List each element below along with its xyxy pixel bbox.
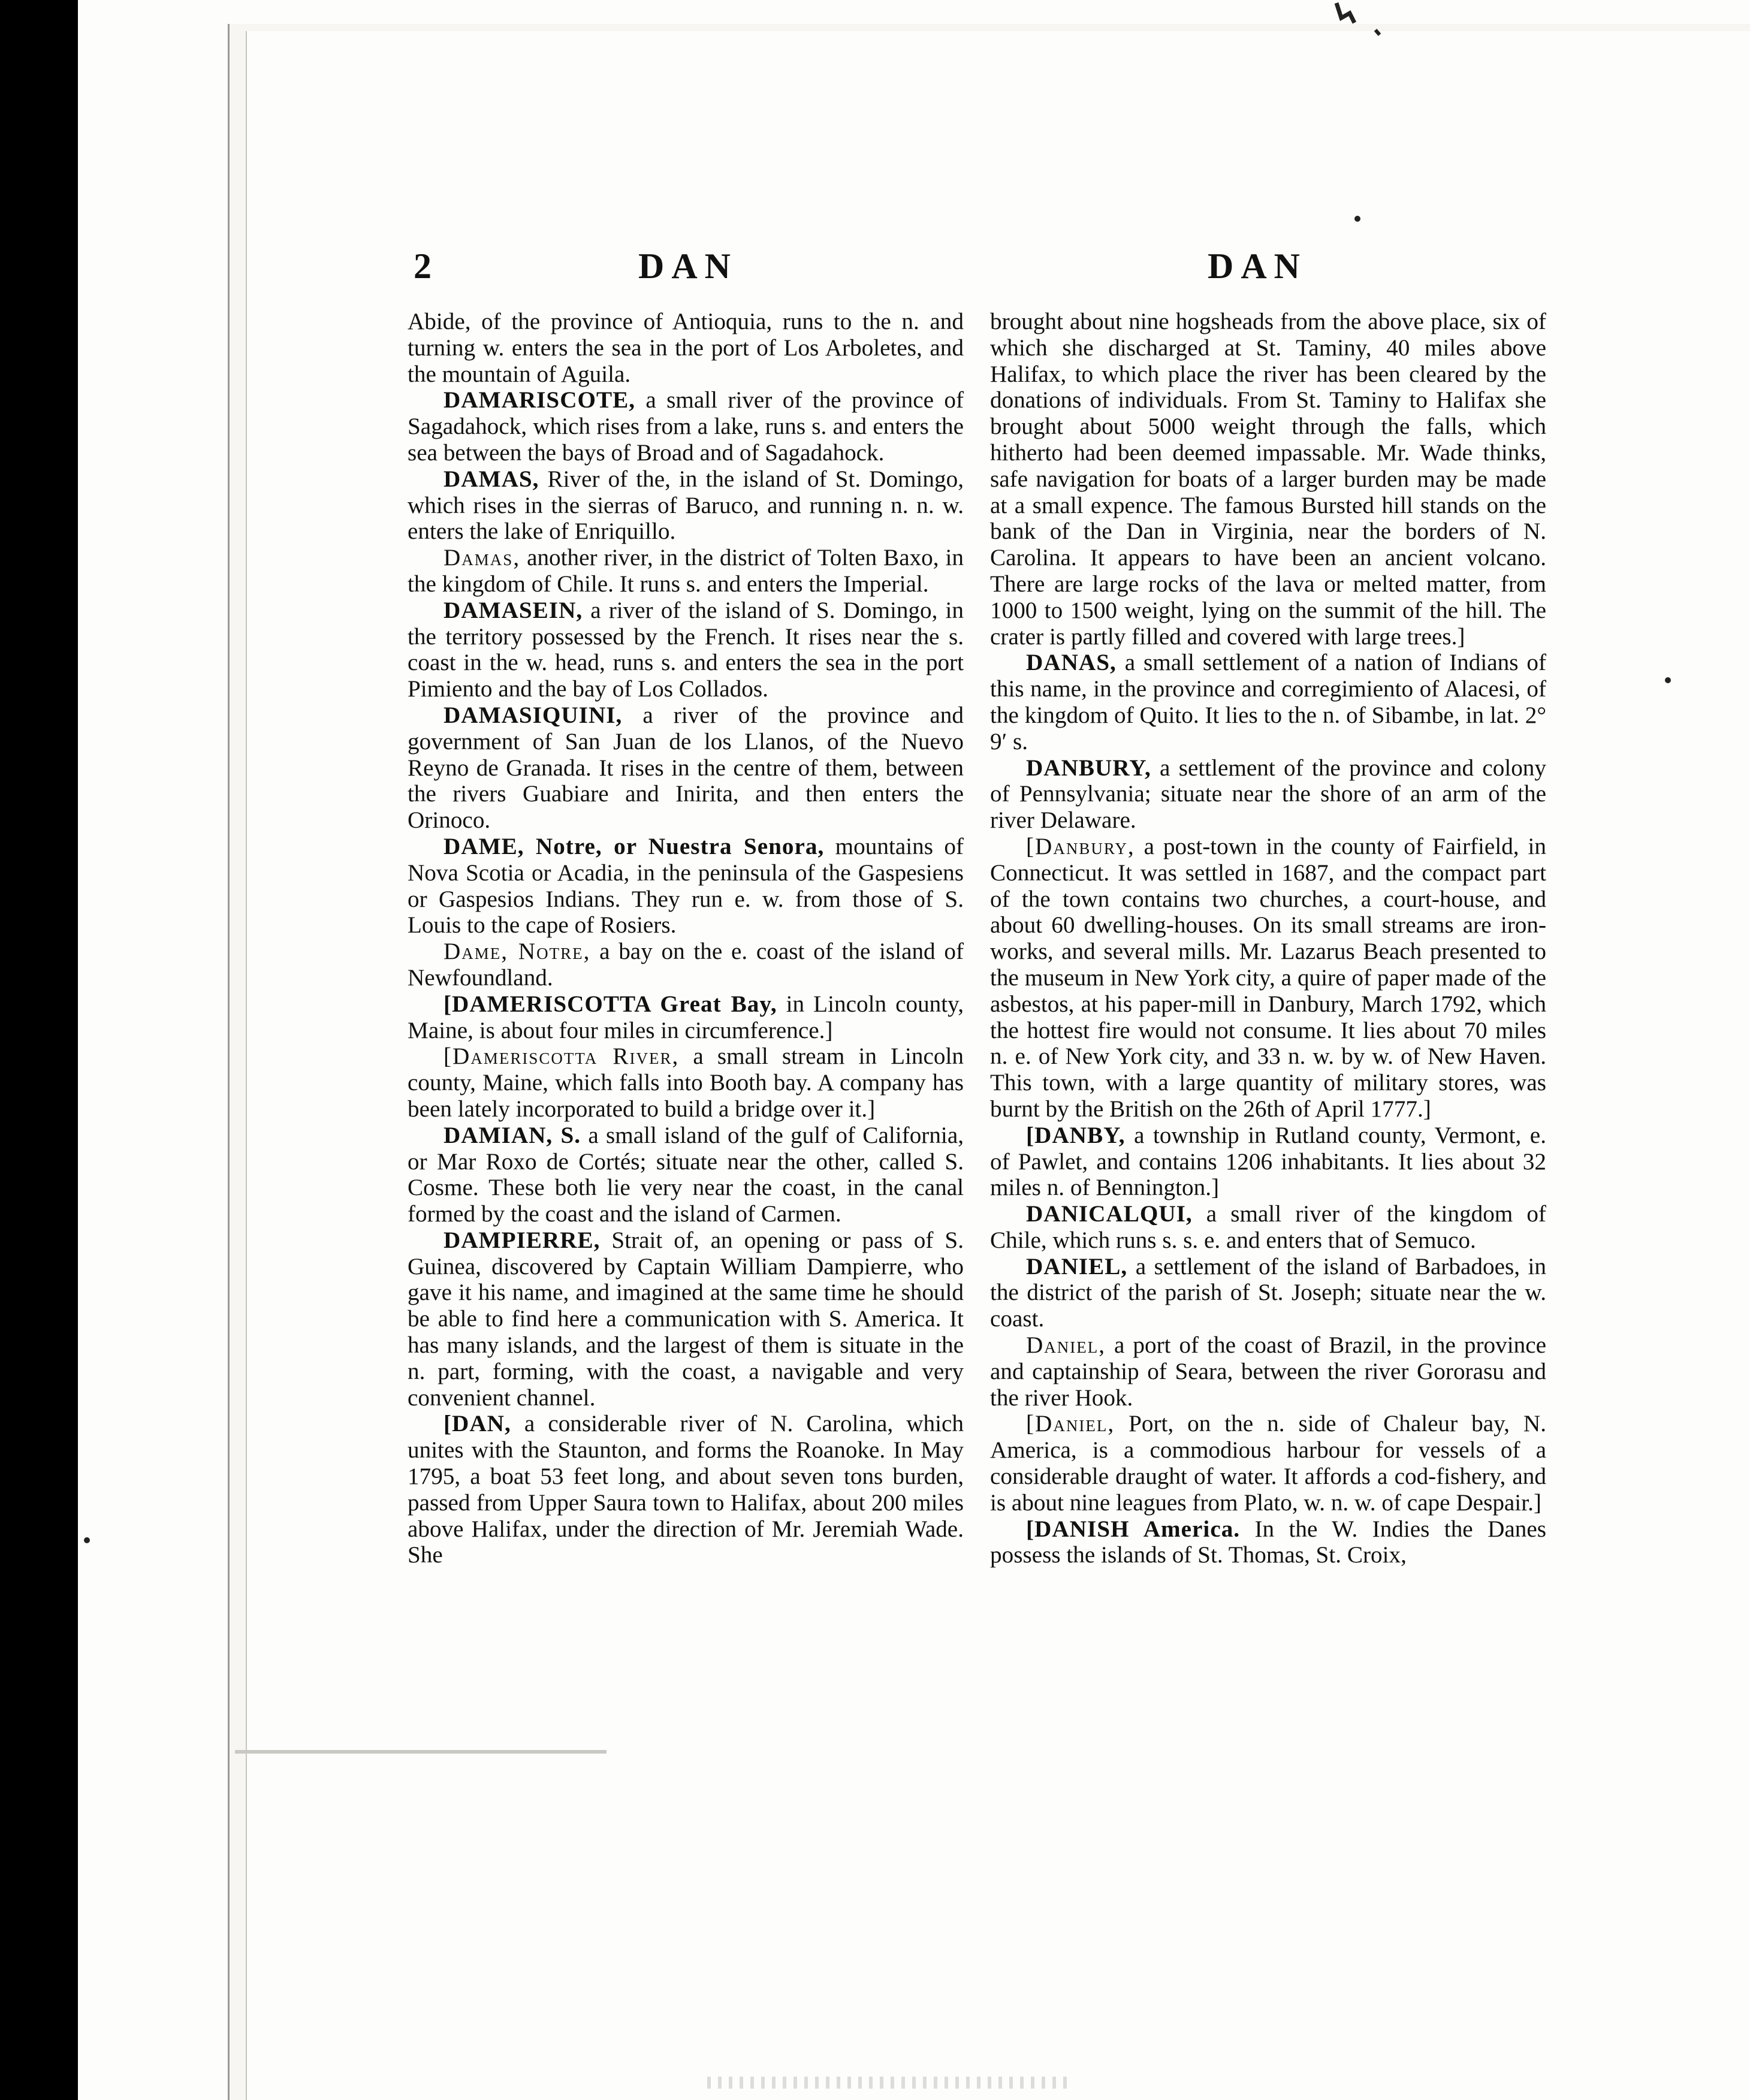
entry-dampierre: DAMPIERRE, Strait of, an opening or pass of S. Guinea, discovered by Captain William Dampierre, who gave it his name, and imagined at the same time he should be able to find here a communication with S. America. It has many islands, and the largest of them is situate in the n. part, forming, with the coast, a navigable and very convenient channel. bbox=[408, 1227, 964, 1411]
page-number: 2 bbox=[414, 246, 432, 286]
entry-dameriscotta-river: [Dameriscotta River, a small stream in Lincoln county, Maine, which falls into Booth bay. A company has been lately incorporated to build a bridge over it.] bbox=[408, 1043, 964, 1122]
corner-ink-mark bbox=[1312, 0, 1402, 42]
entry-damas-2: Damas, another river, in the district of Tolten Baxo, in the kingdom of Chile. It runs s. and enters the Imperial. bbox=[408, 545, 964, 597]
left-column bbox=[408, 309, 964, 1568]
entry-damariscote: DAMARISCOTE, a small river of the province of Sagadahock, which rises from a lake, runs s. and enters the sea between the bays of Broad and of Sagadahock. bbox=[408, 387, 964, 466]
entry-dameriscotta-bay: [DAMERISCOTTA Great Bay, in Lincoln county, Maine, is about four miles in circumference.] bbox=[408, 991, 964, 1043]
running-head-right: DAN bbox=[1208, 246, 1307, 286]
running-head-left: DAN bbox=[638, 246, 738, 286]
entry-daniel-chaleur: [Daniel, Port, on the n. side of Chaleur bay, N. America, is a commodious harbour for vessels of a considerable draught of water. It affords a cod-fishery, and is about nine leagues from Plato, w. n. w. of cape Despair.] bbox=[990, 1411, 1546, 1516]
entry-daniel: DANIEL, a settlement of the island of Barbadoes, in the district of the parish of St. Joseph; situate near the w. coast. bbox=[990, 1253, 1546, 1332]
entry-dame-notre: DAME, Notre, or Nuestra Senora, mountains of Nova Scotia or Acadia, in the peninsula of the Gaspesiens or Gaspesios Indians. They run e. w. from those of S. Louis to the cape of Rosiers. bbox=[408, 833, 964, 939]
entry-continuation: brought about nine hogsheads from the above place, six of which she discharged at St. Taminy, 40 miles above Halifax, to which place the river has been cleared by the donations of individuals. From St. Taminy to Halifax she brought about 5000 weight through the falls, which hitherto had been deemed impassable. Mr. Wade thinks, safe navigation for boats of a larger burden may be made at a small expence. The famous Bursted hill stands on the bank of the Dan in Virginia, near the borders of N. Carolina. It appears to have been an ancient volcano. There are large rocks of the lava or melted matter, from 1000 to 1500 weight, lying on the summit of the hill. The crater is partly filled and covered with large trees.] bbox=[990, 309, 1546, 650]
right-column bbox=[990, 309, 1546, 1568]
entry-damian: DAMIAN, S. a small island of the gulf of California, or Mar Roxo de Cortés; situate near the other, called S. Cosme. These both lie very near the coast, in the canal formed by the coast and the island of Carmen. bbox=[408, 1122, 964, 1227]
entry-dame-notre-bay: Dame, Notre, a bay on the e. coast of the island of Newfoundland. bbox=[408, 939, 964, 991]
page-fold-line bbox=[235, 1750, 607, 1754]
entry-daniel-port: Daniel, a port of the coast of Brazil, in the province and captainship of Seara, between the river Gororasu and the river Hook. bbox=[990, 1332, 1546, 1411]
ink-speck bbox=[1665, 677, 1671, 683]
ink-speck bbox=[84, 1537, 90, 1543]
entry-continuation: Abide, of the province of Antioquia, runs to the n. and turning w. enters the sea in the port of Los Arboletes, and the mountain of Aguila. bbox=[408, 309, 964, 387]
entry-damasiquini: DAMASIQUINI, a river of the province and government of San Juan de los Llanos, of the Nuevo Reyno de Granada. It rises in the centre of them, between the rivers Guabiare and Inirita, and then enters the Orinoco. bbox=[408, 702, 964, 834]
scan-smudge bbox=[707, 2077, 1067, 2089]
entry-danby: [DANBY, a township in Rutland county, Vermont, e. of Pawlet, and contains 1206 inhabitants. It lies about 32 miles n. of Bennington.] bbox=[990, 1122, 1546, 1201]
ink-speck bbox=[1354, 216, 1360, 222]
entry-danicalqui: DANICALQUI, a small river of the kingdom of Chile, which runs s. s. e. and enters that of Semuco. bbox=[990, 1201, 1546, 1253]
entry-danbury-posttown: [Danbury, a post-town in the county of Fairfield, in Connecticut. It was settled in 1687, and the compact part of the town contains two churches, a court-house, and about 60 dwelling-houses. On its small streams are iron-works, and several mills. Mr. Lazarus Beach presented to the museum in New York city, a quire of paper made of the asbestos, at his paper-mill in Danbury, March 1792, which the hottest fire would not consume. It lies about 70 miles n. e. of New York city, and 33 n. w. by w. of New Haven. This town, with a large quantity of military stores, was burnt by the British on the 26th of April 1777.] bbox=[990, 833, 1546, 1122]
entry-damasein: DAMASEIN, a river of the island of S. Domingo, in the territory possessed by the French. It rises near the s. coast in the w. head, runs s. and enters the sea in the port Pimiento and the bay of Los Collados. bbox=[408, 597, 964, 702]
entry-danbury: DANBURY, a settlement of the province and colony of Pennsylvania; situate near the shore of an arm of the river Delaware. bbox=[990, 755, 1546, 834]
entry-danas: DANAS, a small settlement of a nation of Indians of this name, in the province and corregimiento of Alacesi, of the kingdom of Quito. It lies to the n. of Sibambe, in lat. 2° 9′ s. bbox=[990, 650, 1546, 755]
entry-dan: [DAN, a considerable river of N. Carolina, which unites with the Staunton, and forms the Roanoke. In May 1795, a boat 53 feet long, and about seven tons burden, passed from Upper Saura town to Halifax, about 200 miles above Halifax, under the direction of Mr. Jeremiah Wade. She bbox=[408, 1411, 964, 1568]
entry-damas: DAMAS, River of the, in the island of St. Domingo, which rises in the sierras of Baruco, and running n. n. w. enters the lake of Enriquillo. bbox=[408, 466, 964, 545]
entry-danish-america: [DANISH America. In the W. Indies the Danes possess the islands of St. Thomas, St. Croix, bbox=[990, 1516, 1546, 1568]
